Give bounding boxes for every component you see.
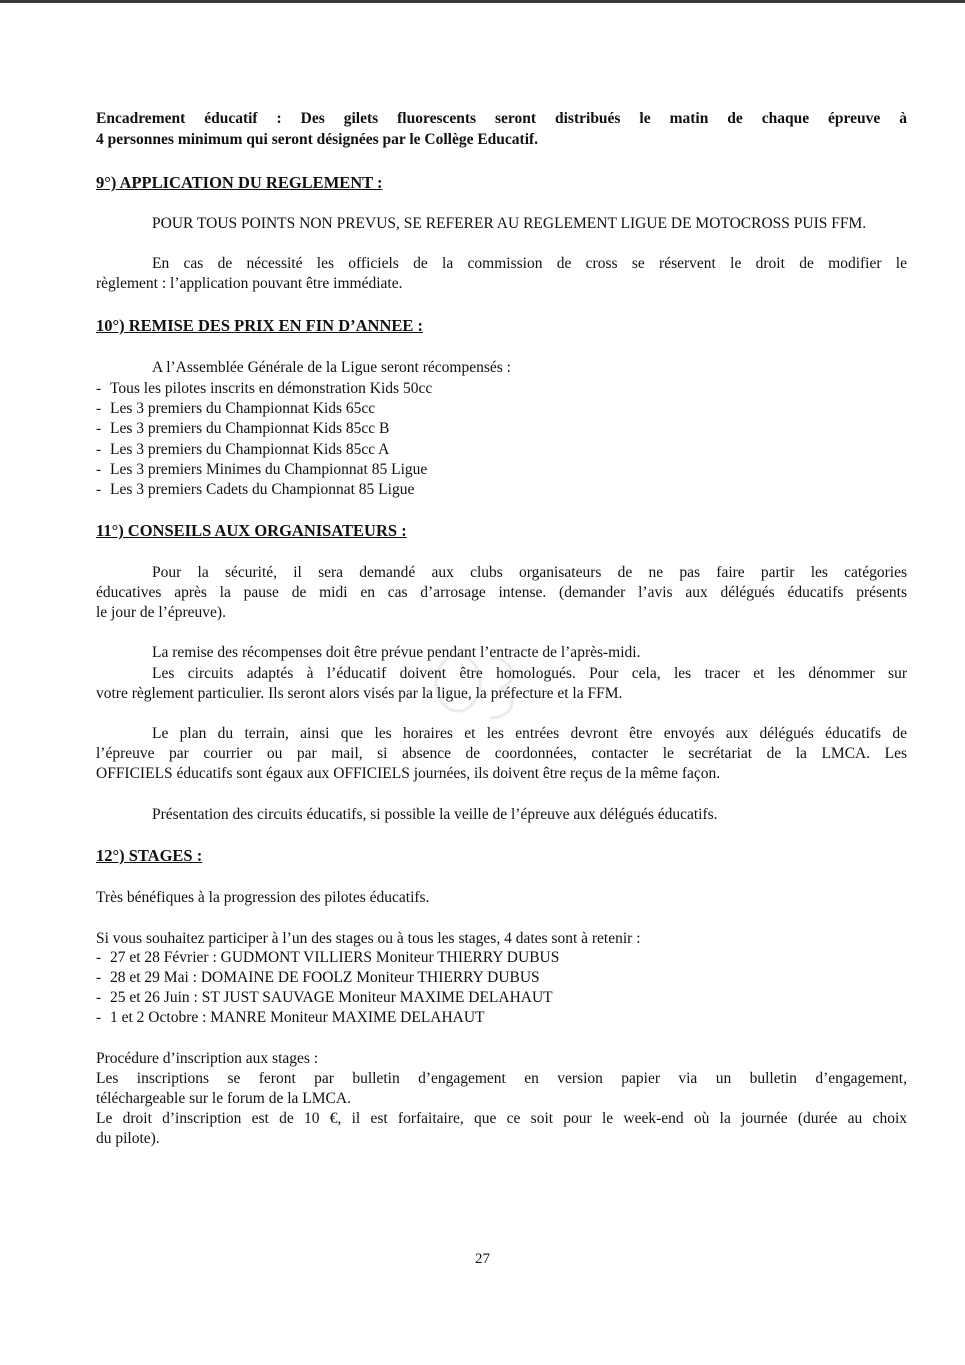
stage-date-item (96, 948, 907, 968)
section-9-paragraph-2-line-2: règlement : l’application pouvant être immédiate. (96, 275, 403, 292)
award-list-item (96, 460, 907, 480)
section-11-p3-line-3: OFFICIELS éducatifs sont égaux aux OFFICIELS journées, ils doivent être reçus de la même façon. (96, 765, 721, 782)
bullet-dash: - (96, 441, 102, 458)
section-10-heading: 10°) REMISE DES PRIX EN FIN D’ANNEE : (96, 316, 423, 335)
bullet-dash: - (96, 420, 102, 437)
stage-date-item (96, 988, 907, 1008)
section-11-p1-line-1: Pour la sécurité, il sera demandé aux clubs organisateurs de ne pas faire partir les catégories (152, 564, 907, 581)
section-12-p1: Très bénéfiques à la progression des pilotes éducatifs. (96, 889, 430, 906)
section-11-p2-line-3: votre règlement particulier. Ils seront alors visés par la ligue, la préfecture et la FFM. (96, 685, 623, 702)
stage-date-item (96, 1008, 907, 1028)
encadrement-line-1: Encadrement éducatif : Des gilets fluorescents seront distribués le matin de chaque épreuve à (96, 110, 907, 127)
section-11-p2-line-2: Les circuits adaptés à l’éducatif doivent être homologués. Pour cela, les tracer et les dénommer sur (152, 665, 907, 682)
section-9-heading: 9°) APPLICATION DU REGLEMENT : (96, 173, 383, 192)
award-item-text: Les 3 premiers du Championnat Kids 65cc (110, 400, 376, 417)
bullet-dash: - (96, 461, 102, 478)
award-list-item (96, 419, 907, 439)
award-list-item (96, 440, 907, 460)
award-list-item (96, 379, 907, 399)
stage-date-text: 28 et 29 Mai : DOMAINE DE FOOLZ Moniteur THIERRY DUBUS (110, 969, 540, 986)
procedure-title: Procédure d’inscription aux stages : (96, 1050, 319, 1067)
section-9-paragraph-1: POUR TOUS POINTS NON PREVUS, SE REFERER AU REGLEMENT LIGUE DE MOTOCROSS PUIS FFM. (152, 215, 867, 232)
section-12-heading: 12°) STAGES : (96, 846, 203, 865)
section-11-p4: Présentation des circuits éducatifs, si possible la veille de l’épreuve aux délégués éducatifs. (152, 806, 718, 823)
watermark-logo (420, 638, 540, 728)
stage-date-text: 25 et 26 Juin : ST JUST SAUVAGE Moniteur MAXIME DELAHAUT (110, 989, 553, 1006)
award-list-item (96, 480, 907, 500)
section-11-p1-line-2: éducatives après la pause de midi en cas d’arrosage intense. (demander l’avis aux délégués éducatifs présents (96, 584, 907, 601)
procedure-line-2: téléchargeable sur le forum de la LMCA. (96, 1090, 351, 1107)
encadrement-line-2: 4 personnes minimum qui seront désignées par le Collège Educatif. (96, 131, 539, 148)
award-list-item (96, 399, 907, 419)
bullet-dash: - (96, 989, 102, 1006)
page-number: 27 (475, 1251, 490, 1267)
section-10-intro: A l’Assemblée Générale de la Ligue seront récompensés : (152, 359, 511, 376)
procedure-line-1: Les inscriptions se feront par bulletin d’engagement en version papier via un bulletin d’engagement, (96, 1070, 907, 1087)
section-11-heading: 11°) CONSEILS AUX ORGANISATEURS : (96, 521, 407, 540)
bullet-dash: - (96, 400, 102, 417)
award-item-text: Les 3 premiers du Championnat Kids 85cc B (110, 420, 390, 437)
section-9-paragraph-2-line-1: En cas de nécessité les officiels de la commission de cross se réservent le droit de modifier le (152, 255, 907, 272)
section-11-p1-line-3: le jour de l’épreuve). (96, 604, 226, 621)
stage-date-text: 1 et 2 Octobre : MANRE Moniteur MAXIME DELAHAUT (110, 1009, 485, 1026)
bullet-dash: - (96, 380, 102, 397)
bullet-dash: - (96, 969, 102, 986)
bullet-dash: - (96, 949, 102, 966)
section-11-p3-line-2: l’épreuve par courrier ou par mail, si absence de coordonnées, contacter le secrétariat de la LMCA. Les (96, 745, 907, 762)
section-12-p2: Si vous souhaitez participer à l’un des stages ou à tous les stages, 4 dates sont à retenir : (96, 930, 641, 947)
stage-date-text: 27 et 28 Février : GUDMONT VILLIERS Moniteur THIERRY DUBUS (110, 949, 560, 966)
award-item-text: Les 3 premiers Cadets du Championnat 85 Ligue (110, 481, 415, 498)
bullet-dash: - (96, 1009, 102, 1026)
procedure-line-3: Le droit d’inscription est de 10 €, il est forfaitaire, que ce soit pour le week-end où la journée (durée au choix (96, 1110, 907, 1127)
bullet-dash: - (96, 481, 102, 498)
procedure-line-4: du pilote). (96, 1130, 160, 1147)
award-item-text: Les 3 premiers du Championnat Kids 85cc A (110, 441, 390, 458)
stage-date-item (96, 968, 907, 988)
section-11-p3-line-1: Le plan du terrain, ainsi que les horaires et les entrées devront être envoyés aux délégués éducatifs de (152, 725, 907, 742)
section-11-p2-line-1: La remise des récompenses doit être prévue pendant l’entracte de l’après-midi. (152, 644, 641, 661)
award-item-text: Les 3 premiers Minimes du Championnat 85 Ligue (110, 461, 428, 478)
award-item-text: Tous les pilotes inscrits en démonstration Kids 50cc (110, 380, 433, 397)
